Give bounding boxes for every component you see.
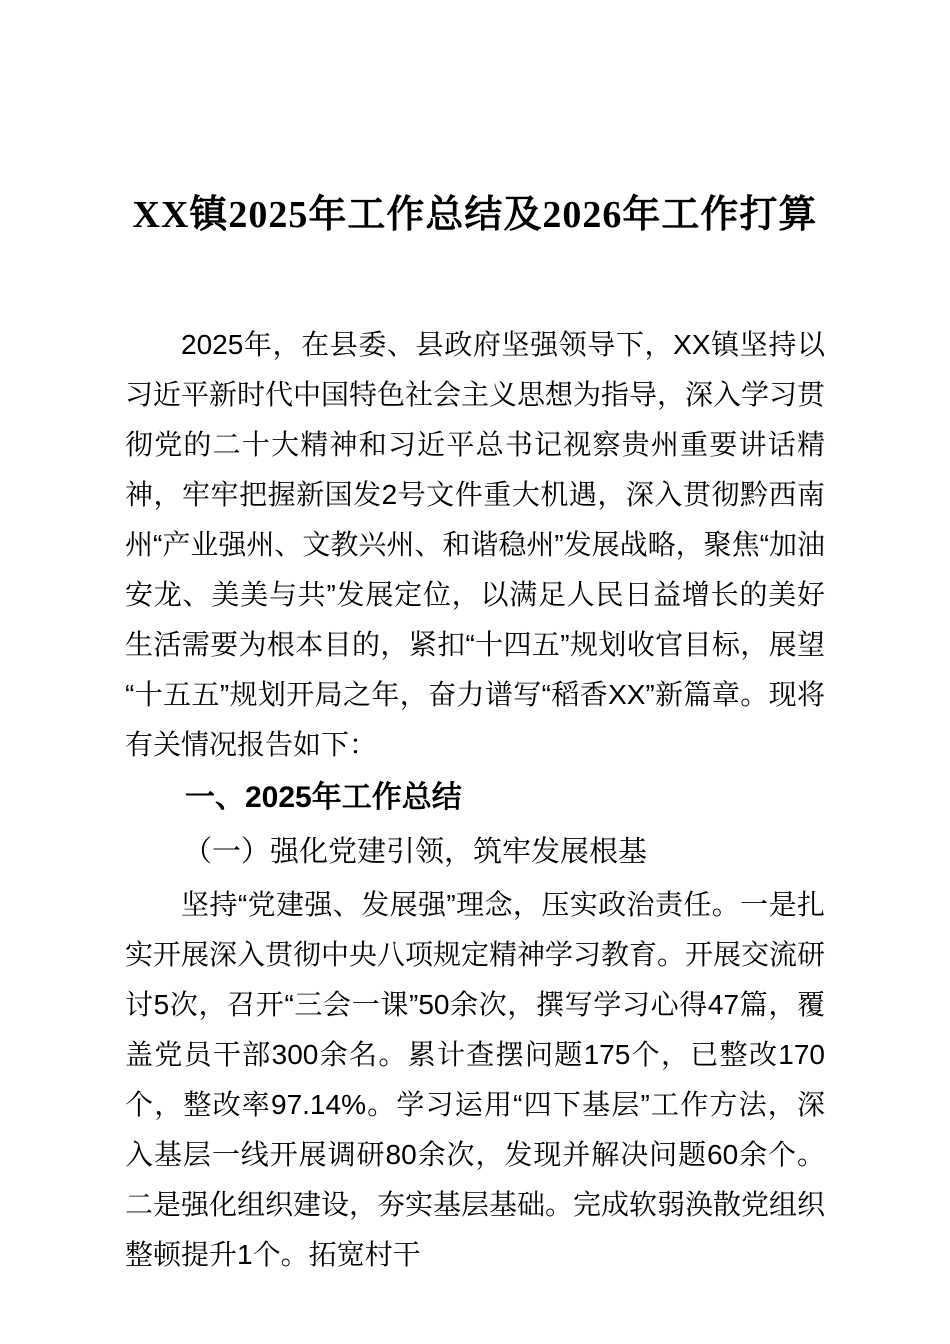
section-heading-2025-work-summary: 一、2025年工作总结 <box>185 781 462 814</box>
party-building-paragraph: 坚持“党建强、发展强”理念，压实政治责任。一是扎实开展深入贯彻中央八项规定精神学习教育。开展交流研讨5次，召开“三会一课”50余次，撰写学习心得47篇，覆盖党员干部300余名。累计查摆问题175个，已整改170个，整改率97.14%。学习运用“四下基层”工作方法，深入基层一线开展调研80余次，发现并解决问题60余个。二是强化组织建设，夯实基层基础。完成软弱涣散党组织整顿提升1个。拓宽村干 <box>125 889 826 1270</box>
intro-paragraph: 2025年，在县委、县政府坚强领导下，XX镇坚持以习近平新时代中国特色社会主义思想为指导，深入学习贯彻党的二十大精神和习近平总书记视察贵州重要讲话精神，牢牢把握新国发2号文件重大机遇，深入贯彻黔西南州“产业强州、文教兴州、和谐稳州”发展战略，聚焦“加油安龙、美美与共”发展定位，以满足人民日益增长的美好生活需要为根本目的，紧扣“十四五”规划收官目标，展望“十五五”规划开局之年，奋力谱写“稻香XX”新篇章。现将有关情况报告如下： <box>125 329 826 760</box>
subsection-heading-party-building: （一）强化党建引领，筑牢发展根基 <box>183 836 648 868</box>
document-title: XX镇2025年工作总结及2026年工作打算 <box>132 194 818 236</box>
